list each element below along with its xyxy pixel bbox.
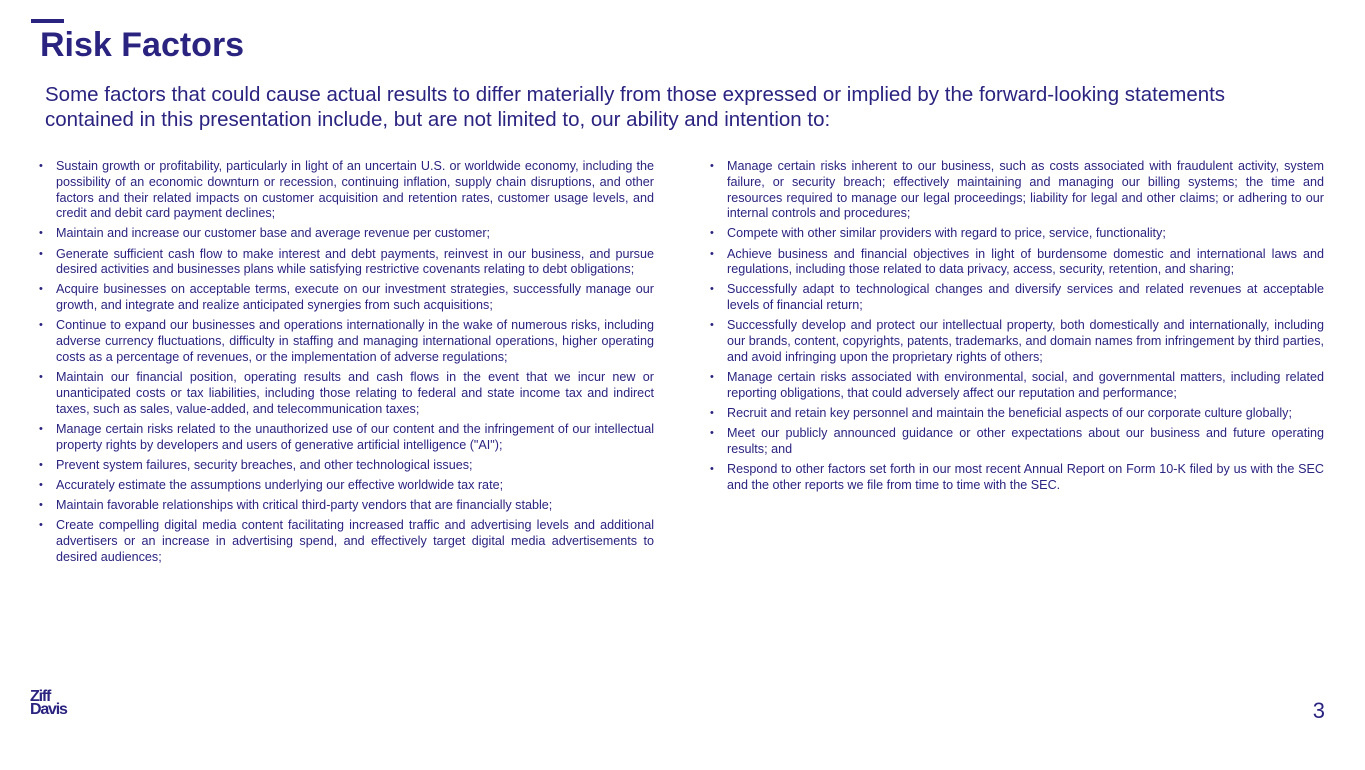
list-item-text: Meet our publicly announced guidance or other expectations about our business and future operating results; and [727, 426, 1324, 456]
list-item [38, 318, 654, 365]
list-item [709, 226, 1324, 242]
list-item-text: Acquire businesses on acceptable terms, execute on our investment strategies, successfully manage our growth, and integrate and realize anticipated synergies from such acquisitions; [56, 282, 654, 313]
page-subtitle: Some factors that could cause actual results to differ materially from those expressed or implied by the forward-looking statements contained in this presentation include, but are not limited to, our ability and intention to: [45, 83, 1226, 131]
list-item-text: Respond to other factors set forth in our most recent Annual Report on Form 10-K filed by us with the SEC and the other reports we file from time to time with the SEC. [727, 461, 1324, 492]
bullet-icon: • [39, 478, 43, 491]
list-item-text: Successfully develop and protect our intellectual property, both domestically and internationally, including our brands, content, copyrights, patents, trademarks, and domain names from infringement by third parties, and avoid infringing upon the proprietary rights of others; [727, 318, 1324, 364]
bullet-icon: • [39, 498, 43, 511]
list-item-text: Manage certain risks associated with environmental, social, and governmental matters, including related reporting obligations, that could adversely affect our reputation and performance; [727, 370, 1324, 400]
bullet-icon: • [710, 319, 714, 332]
list-item [709, 370, 1324, 402]
bullet-icon: • [710, 247, 714, 260]
bullet-icon: • [39, 227, 43, 240]
bullet-icon: • [710, 462, 714, 475]
list-item [709, 159, 1324, 222]
list-item-text: Manage certain risks related to the unauthorized use of our content and the infringement of our intellectual property rights by developers and users of generative artificial intelligence ("AI"); [56, 421, 654, 452]
list-item [709, 426, 1324, 458]
list-item [38, 226, 654, 242]
left-risk-list [38, 159, 654, 570]
list-item-text: Generate sufficient cash flow to make interest and debt payments, reinvest in our business, and pursue desired activities and businesses plans while satisfying restrictive covenants relating to debt obligations; [56, 246, 654, 277]
bullet-icon: • [39, 458, 43, 471]
list-item [709, 406, 1324, 422]
list-item-text: Sustain growth or profitability, particularly in light of an uncertain U.S. or worldwide economy, including the possibility of an economic downturn or recession, continuing inflation, supply chain disruptions, and other factors and their related impacts on customer acquisition and retention rates, customer usage levels, and credit and debit card payment declines; [56, 159, 654, 221]
list-item [38, 518, 654, 565]
list-item [38, 478, 654, 494]
list-item [38, 282, 654, 314]
bullet-icon: • [39, 247, 43, 260]
bullet-icon: • [710, 371, 714, 384]
list-item [709, 282, 1324, 314]
bullet-icon: • [710, 283, 714, 296]
list-item-text: Maintain our financial position, operating results and cash flows in the event that we incur new or unanticipated costs or tax liabilities, including those relating to federal and state income tax and indirect taxes, such as sales, value-added, and telecommunication taxes; [56, 370, 654, 416]
list-item-text: Prevent system failures, security breaches, and other technological issues; [56, 457, 473, 472]
bullet-icon: • [39, 319, 43, 332]
list-item-text: Create compelling digital media content facilitating increased traffic and advertising levels and additional advertisers or an increase in advertising spend, and effectively target digital media advertisements to desired audiences; [56, 517, 654, 564]
list-item-text: Achieve business and financial objectives in light of burdensome domestic and international laws and regulations, including those related to data privacy, access, security, retention, and sharing; [727, 246, 1324, 277]
list-item-text: Continue to expand our businesses and operations internationally in the wake of numerous risks, including adverse currency fluctuations, difficulty in staffing and managing international operations, higher operating costs as a percentage of revenues, or the implementation of adverse regulations; [56, 318, 654, 364]
list-item-text: Accurately estimate the assumptions underlying our effective worldwide tax rate; [56, 477, 504, 492]
bullet-icon: • [39, 160, 43, 172]
list-item-text: Maintain and increase our customer base and average revenue per customer; [56, 226, 491, 241]
list-item-text: Successfully adapt to technological changes and diversify services and related revenues at acceptable levels of financial return; [727, 282, 1324, 313]
bullet-icon: • [710, 406, 714, 419]
bullet-icon: • [710, 427, 714, 440]
list-item [709, 318, 1324, 365]
list-item [38, 370, 654, 417]
list-item-text: Recruit and retain key personnel and maintain the beneficial aspects of our corporate culture globally; [727, 405, 1292, 420]
list-item [709, 247, 1324, 279]
bullet-icon: • [39, 283, 43, 296]
page-title: Risk Factors [40, 26, 245, 64]
list-item-text: Manage certain risks inherent to our business, such as costs associated with fraudulent activity, system failure, or security breach; effectively maintaining and managing our billing systems; the time and resources required to manage our legal proceedings; liability for legal and other claims; or adhering to our internal controls and procedures; [727, 159, 1324, 221]
list-item [38, 159, 654, 222]
list-item [709, 462, 1324, 494]
list-item [38, 247, 654, 279]
right-risk-list [709, 159, 1324, 498]
title-accent-bar [31, 19, 64, 23]
bullet-icon: • [710, 227, 714, 240]
bullet-icon: • [39, 518, 43, 531]
list-item-text: Compete with other similar providers with regard to price, service, functionality; [727, 226, 1166, 241]
ziff-davis-logo [30, 690, 67, 716]
bullet-icon: • [39, 422, 43, 435]
list-item-text: Maintain favorable relationships with critical third-party vendors that are financially stable; [56, 497, 553, 512]
list-item [38, 458, 654, 474]
page-number: 3 [1312, 698, 1325, 723]
bullet-icon: • [710, 160, 714, 172]
logo-line-2: Davis [30, 701, 67, 718]
list-item [38, 498, 654, 514]
logo-line-1: Ziff [30, 688, 51, 705]
list-item [38, 422, 654, 454]
bullet-icon: • [39, 371, 43, 384]
